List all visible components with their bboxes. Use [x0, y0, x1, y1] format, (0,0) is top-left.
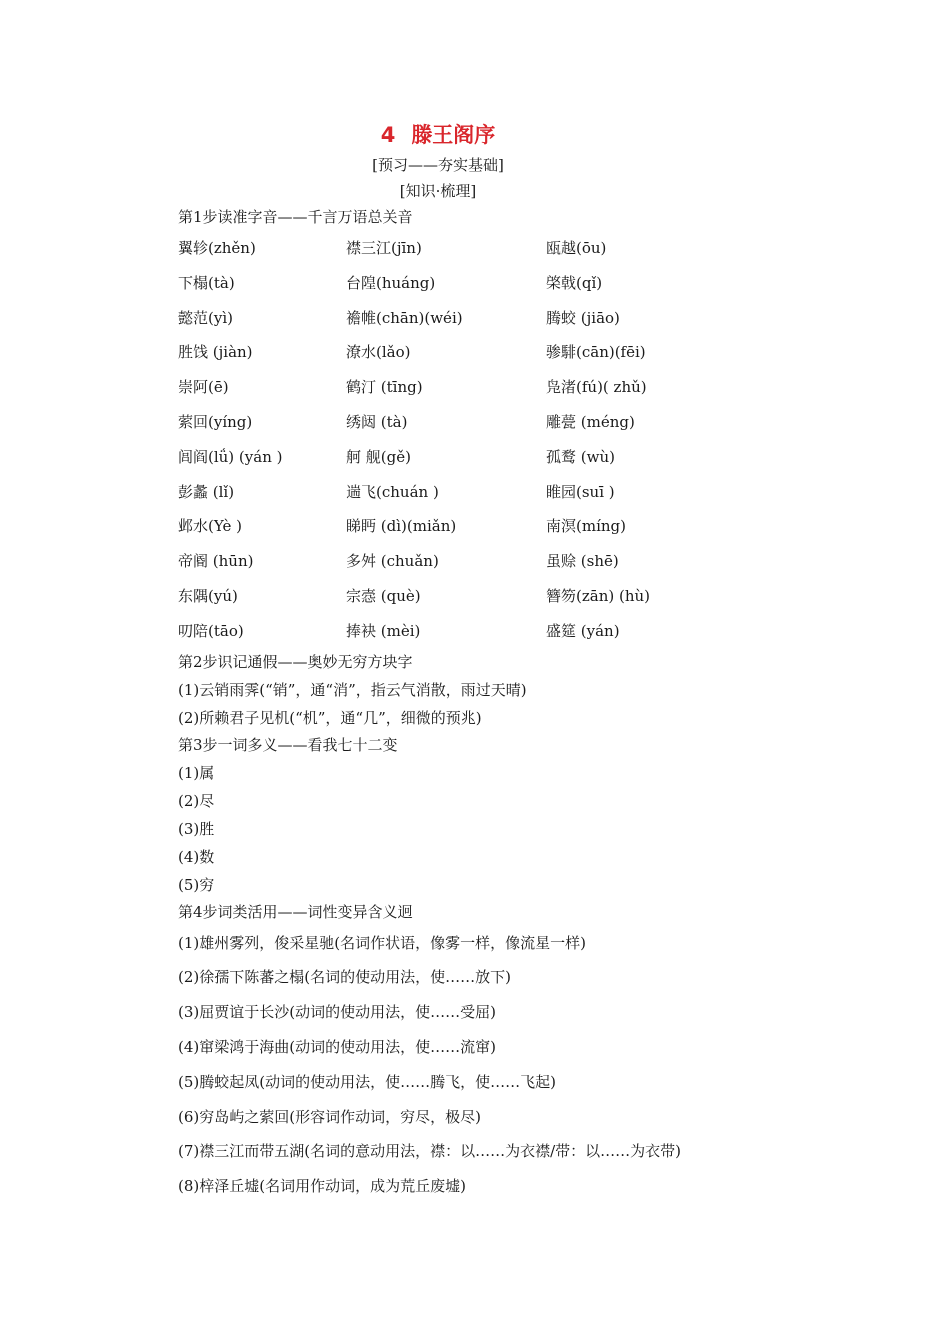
pronunciation-item: 棨戟(qǐ)	[546, 273, 603, 292]
pronunciation-item: 邺水(Yè )	[178, 517, 242, 536]
pronunciation-item: 闾阎(lǘ) (yán )	[178, 447, 283, 466]
lesson-title-text: 滕王阁序	[411, 123, 496, 147]
pronunciation-item: 下榻(tà)	[178, 273, 235, 292]
tongjia-item: (1)云销雨霁(“销”，通“消”，指云气消散，雨过天晴)	[178, 680, 527, 699]
pronunciation-item: 懿范(yì)	[178, 308, 233, 327]
pronunciation-item: 舸 舰(gě)	[346, 447, 411, 466]
pronunciation-item: 孤鹜 (wù)	[546, 447, 615, 466]
pronunciation-item: 彭蠡 (lǐ)	[178, 482, 235, 501]
pronunciation-item: 雕甍 (méng)	[546, 412, 635, 431]
pronunciation-item: 睢园(suī )	[546, 482, 615, 501]
word-class-item: (8)梓泽丘墟(名词用作动词，成为荒丘废墟)	[178, 1177, 466, 1196]
pronunciation-item: 宗悫 (què)	[346, 586, 421, 605]
pronunciation-item: 捧袂 (mèi)	[346, 621, 421, 640]
word-class-item: (4)窜梁鸿于海曲(动词的使动用法，使……流窜)	[178, 1037, 496, 1056]
section-knowledge-heading: [知识·梳理]	[399, 182, 477, 200]
step2-heading: 第2步识记通假——奥妙无穷方块字	[178, 652, 413, 671]
pronunciation-item: 瓯越(ōu)	[546, 239, 607, 257]
pronunciation-item: 多舛 (chuǎn)	[346, 552, 439, 571]
pronunciation-item: 虽赊 (shē)	[546, 552, 619, 571]
document-page	[178, 118, 778, 1204]
section-preview-heading: [预习——夯实基础]	[372, 156, 504, 174]
pronunciation-item: 胜饯 (jiàn)	[178, 343, 253, 362]
pronunciation-item: 凫渚(fú)( zhǔ)	[546, 378, 647, 397]
lesson-number: 4	[380, 123, 396, 147]
word-class-item: (6)穷岛屿之萦回(形容词作动词，穷尽，极尽)	[178, 1107, 481, 1126]
pronunciation-item: 绣闼 (tà)	[346, 412, 408, 431]
step4-heading: 第4步词类活用——词性变异含义迥	[178, 902, 413, 921]
step1-heading: 第1步读准字音——千言万语总关音	[178, 208, 413, 226]
pronunciation-item: 南溟(míng)	[546, 517, 626, 536]
pronunciation-item: 骖騑(cān)(fēi)	[546, 343, 646, 362]
pronunciation-item: 叨陪(tāo)	[178, 621, 244, 640]
pronunciation-item: 鹤汀 (tīng)	[346, 378, 423, 397]
pronunciation-item: 腾蛟 (jiāo)	[546, 308, 620, 327]
polysemy-item: (4)数	[178, 847, 215, 866]
polysemy-item: (2)尽	[178, 791, 215, 810]
pronunciation-grid	[178, 231, 778, 649]
pronunciation-item: 萦回(yíng)	[178, 412, 253, 431]
polysemy-item: (1)属	[178, 763, 215, 782]
word-class-item: (7)襟三江而带五湖(名词的意动用法，襟：以……为衣襟/带：以……为衣带)	[178, 1142, 682, 1161]
pronunciation-item: 襜帷(chān)(wéi)	[346, 308, 463, 327]
polysemy-item: (5)穷	[178, 875, 215, 894]
word-class-item: (5)腾蛟起凤(动词的使动用法，使……腾飞，使……飞起)	[178, 1072, 556, 1091]
pronunciation-item: 台隍(huáng)	[346, 273, 436, 292]
pronunciation-item: 盛筵 (yán)	[546, 621, 620, 640]
word-class-item: (1)雄州雾列，俊采星驰(名词作状语，像雾一样，像流星一样)	[178, 933, 586, 952]
pronunciation-item: 遄飞(chuán )	[346, 482, 439, 501]
word-class-item: (3)屈贾谊于长沙(动词的使动用法，使……受屈)	[178, 1003, 496, 1022]
pronunciation-item: 襟三江(jīn)	[346, 239, 422, 257]
pronunciation-item: 帝阍 (hūn)	[178, 552, 254, 571]
word-class-item: (2)徐孺下陈蕃之榻(名词的使动用法，使……放下)	[178, 968, 511, 987]
step3-heading: 第3步一词多义——看我七十二变	[178, 735, 398, 754]
lesson-title	[178, 118, 698, 152]
polysemy-item: (3)胜	[178, 819, 215, 838]
tongjia-item: (2)所赖君子见机(“机”，通“几”，细微的预兆)	[178, 708, 482, 727]
pronunciation-item: 东隅(yú)	[178, 586, 238, 605]
pronunciation-item: 潦水(lǎo)	[346, 343, 411, 362]
pronunciation-item: 簪笏(zān) (hù)	[546, 586, 651, 605]
pronunciation-item: 翼轸(zhěn)	[178, 239, 256, 257]
pronunciation-item: 睇眄 (dì)(miǎn)	[346, 517, 457, 536]
pronunciation-item: 崇阿(ē)	[178, 378, 229, 397]
